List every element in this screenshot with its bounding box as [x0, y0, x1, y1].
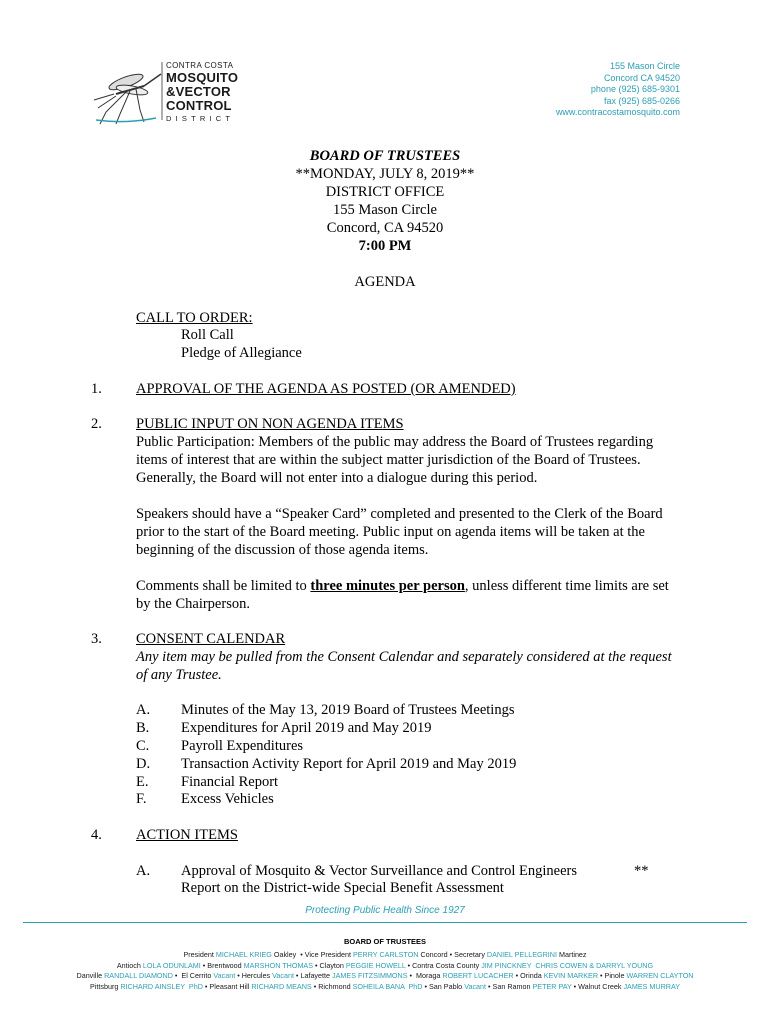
action-item-text: Approval of Mosquito & Vector Surveillance and Control Engineers [181, 863, 577, 879]
address-city: Concord CA 94520 [603, 72, 680, 83]
item-number: 4. [91, 827, 102, 843]
call-to-order-item: Roll Call [181, 327, 234, 343]
agenda-heading: AGENDA [354, 274, 416, 290]
item1-heading: APPROVAL OF THE AGENDA AS POSTED (OR AMENDED) [136, 381, 516, 397]
item2-heading: PUBLIC INPUT ON NON AGENDA ITEMS [136, 416, 404, 432]
consent-item-text: Transaction Activity Report for April 2019 and May 2019 [181, 756, 517, 772]
item-number: 2. [91, 416, 102, 432]
consent-item-text: Minutes of the May 13, 2019 Board of Trustees Meetings [181, 702, 515, 718]
call-to-order-heading: CALL TO ORDER: [136, 310, 253, 326]
board-roster: President MICHAEL KRIEG Oakley • Vice President PERRY CARLSTON Concord • Secretary DANIEL PELLEGRINI Martinez Antioch LOLA ODUNLAMI • Brentwood MARSHON THOMAS • Clayton PEGGIE HOWELL • Contra Costa County JIM PINCKNEY CHRIS COWEN & DARRYL YOUNG Danville RANDALL DIAMOND • El Cerrito Vacant • Hercules Vacant • Lafayette JAMES FITZSIMMONS • Moraga ROBERT LUCACHER • Orinda KEVIN MARKER • Pinole WARREN CLAYTON Pittsburg RICHARD AINSLEY PhD • Pleasant Hill RICHARD MEANS • Richmond SOHEILA BANA PhD • San Pablo Vacant • San Ramon PETER PAY • Walnut Creek JAMES MURRAY [76, 950, 694, 991]
meeting-place: DISTRICT OFFICE [325, 184, 445, 200]
consent-item-letter: F. [136, 791, 147, 807]
address-street: 155 Mason Circle [609, 61, 680, 71]
meeting-title: BOARD OF TRUSTEES [309, 148, 461, 164]
item3-heading: CONSENT CALENDAR [136, 631, 286, 647]
footer-divider [23, 922, 747, 923]
speaker-card-paragraph: Speakers should have a “Speaker Card” completed and presented to the Clerk of the Board prior to the start of the Board meeting. Public input on agenda items will be taken at the beginning of the discussion of those agenda items. [136, 506, 663, 558]
consent-item-text: Payroll Expenditures [181, 738, 304, 754]
district-address [556, 61, 680, 119]
action-item-letter: A. [136, 863, 151, 879]
consent-item-text: Financial Report [181, 774, 279, 790]
item4-heading: ACTION ITEMS [136, 827, 238, 843]
time-limit-emphasis: three minutes per person [310, 578, 465, 594]
call-to-order-item: Pledge of Allegiance [181, 345, 302, 361]
logo-wordmark: CONTRA COSTA MOSQUITO &VECTOR CONTROL DISTRICT [166, 61, 239, 123]
consent-calendar-note: Any item may be pulled from the Consent Calendar and separately considered at the request of any Trustee. [136, 649, 672, 683]
meeting-city: Concord, CA 94520 [326, 220, 444, 236]
action-item-mark: ** [634, 863, 649, 879]
meeting-time: 7:00 PM [358, 238, 412, 254]
consent-item-letter: E. [136, 774, 149, 790]
public-participation-paragraph: Public Participation: Members of the public may address the Board of Trustees regarding items of interest that are within the subject matter jurisdiction of the Board of Trustees. Generally, the Board will not enter into a dialogue during this period. [136, 434, 654, 486]
consent-item-letter: B. [136, 720, 150, 736]
address-fax: fax (925) 685-0266 [603, 95, 680, 106]
consent-item-text: Expenditures for April 2019 and May 2019 [181, 720, 432, 736]
consent-item-letter: D. [136, 756, 151, 772]
meeting-date: **MONDAY, JULY 8, 2019** [295, 166, 475, 182]
footer-board-title: BOARD OF TRUSTEES [343, 937, 427, 946]
consent-item-letter: C. [136, 738, 150, 754]
footer-tagline: Protecting Public Health Since 1927 [305, 905, 465, 916]
consent-item-text: Excess Vehicles [181, 791, 274, 807]
address-phone: phone (925) 685-9301 [590, 84, 680, 94]
meeting-street: 155 Mason Circle [333, 202, 437, 218]
address-website-link[interactable]: www.contracostamosquito.com [555, 107, 680, 117]
consent-item-letter: A. [136, 702, 151, 718]
action-item-text: Report on the District-wide Special Benefit Assessment [181, 880, 504, 896]
item-number: 3. [91, 631, 102, 647]
item-number: 1. [91, 381, 102, 397]
time-limit-paragraph: Comments shall be limited to three minutes per person, unless different time limits are set by the Chairperson. [136, 578, 669, 612]
